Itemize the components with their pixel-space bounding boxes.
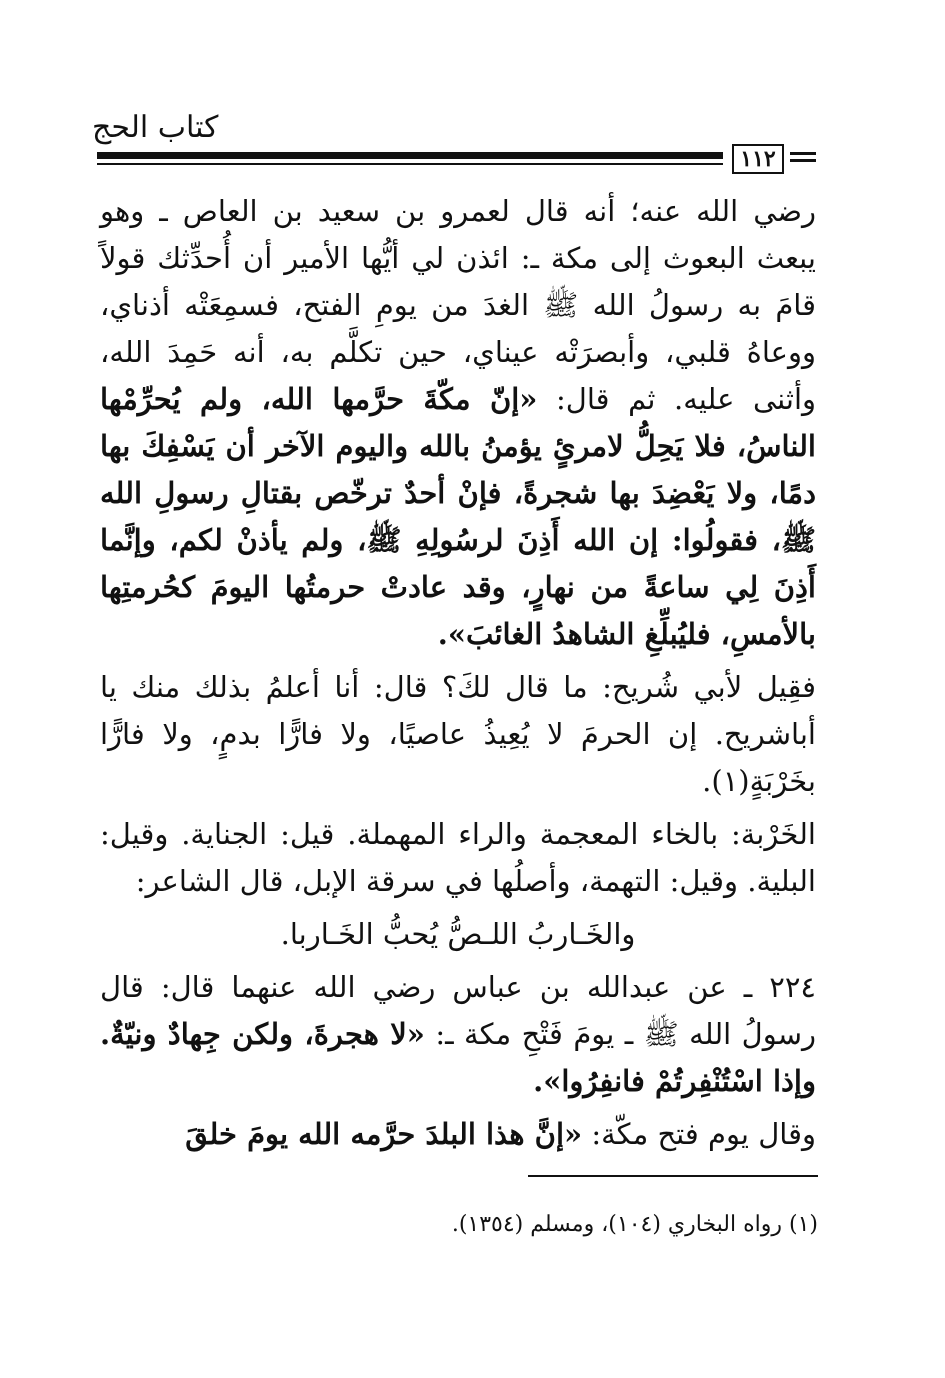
poem-verse: والخَـاربُ اللـصُّ يُحبُّ الخَـاربا. (280, 917, 636, 951)
header-dash (790, 152, 816, 155)
header-rule-thick (97, 152, 723, 159)
running-header-title: كتاب الحج (92, 110, 219, 145)
footnote-separator (528, 1175, 818, 1177)
narration-text: رضي الله عنه؛ أنه قال لعمرو بن سعيد بن العاص ـ وهو يبعث البعوث إلى مكة ـ: ائذن لي أيُّها الأمير أن أُحدِّثك قولاً قامَ به رسولُ الله ﷺ الغدَ من يومِ الفتح، فسمِعَتْه أذناي، ووعاهُ قلبي، وأبصرَتْه عيناي، حين تكلَّم به، أنه حَمِدَ الله، وأثنى عليه. ثم قال: (100, 194, 817, 416)
narration-text: وقال يوم فتح مكّة: (591, 1117, 816, 1151)
narration-text: ٢٢٤ ـ عن عبدالله بن عباس رضي الله عنهما قال: قال رسولُ الله ﷺ ـ يومَ فَتْحِ مكة ـ: (100, 970, 817, 1051)
page-number-box: ١١٢ (732, 144, 784, 174)
header-rule-thin (97, 163, 723, 165)
prophet-quote: «إنَّ هذا البلدَ حرَّمه الله يومَ خلقَ (185, 1117, 583, 1151)
prophet-quote: «إنّ مكّةَ حرَّمها الله، ولم يُحرِّمْها الناسُ، فلا يَحِلُّ لامرئٍ يؤمنُ بالله واليوم الآخر أن يَسْفِكَ بها دمًا، ولا يَعْضِدَ بها شجرةً، فإنْ أحدٌ ترخّص بقتالِ رسولِ الله ﷺ، فقولُوا: إن الله أَذِنَ لرسُولِهِ ﷺ، ولم يأذنْ لكم، وإنَّما أَذِنَ لِي ساعةً من نهارٍ، وقد عادتْ حرمتُها اليومَ كحُرمتِها بالأمسِ، فليُبلِّغِ الشاهدُ الغائبَ». (100, 382, 816, 651)
main-text (100, 188, 816, 1158)
paragraph-kharba-definition: الخَرْبة: بالخاء المعجمة والراء المهملة. قيل: الجناية. وقيل: البلية. وقيل: التهمة، وأصلُها في سرقة الإبل، قال الشاعر: (100, 817, 816, 898)
paragraph-abu-shurayh-reply: فقِيل لأبي شُريح: ما قال لكَ؟ قال: أنا أعلمُ بذلك منك يا أباشريح. إن الحرمَ لا يُعِيذُ عاصيًا، ولا فارًّا بدمٍ، ولا فارًّا بخَرْبَةٍ(١). (100, 670, 816, 798)
header-dash (790, 159, 816, 162)
paragraph-fath-makkah (100, 1111, 816, 1158)
paragraph-hadith-224 (100, 964, 816, 1105)
prophet-quote: «لا هجرةَ، ولكن جِهادٌ ونيّةٌ. وإذا اسْتُنْفِرتُمْ فانفِرُوا». (100, 1017, 816, 1098)
footnote: (١) رواه البخاري (١٠٤)، ومسلم (١٣٥٤). (451, 1212, 818, 1237)
paragraph-hadith-abu-shurayh (100, 188, 816, 658)
